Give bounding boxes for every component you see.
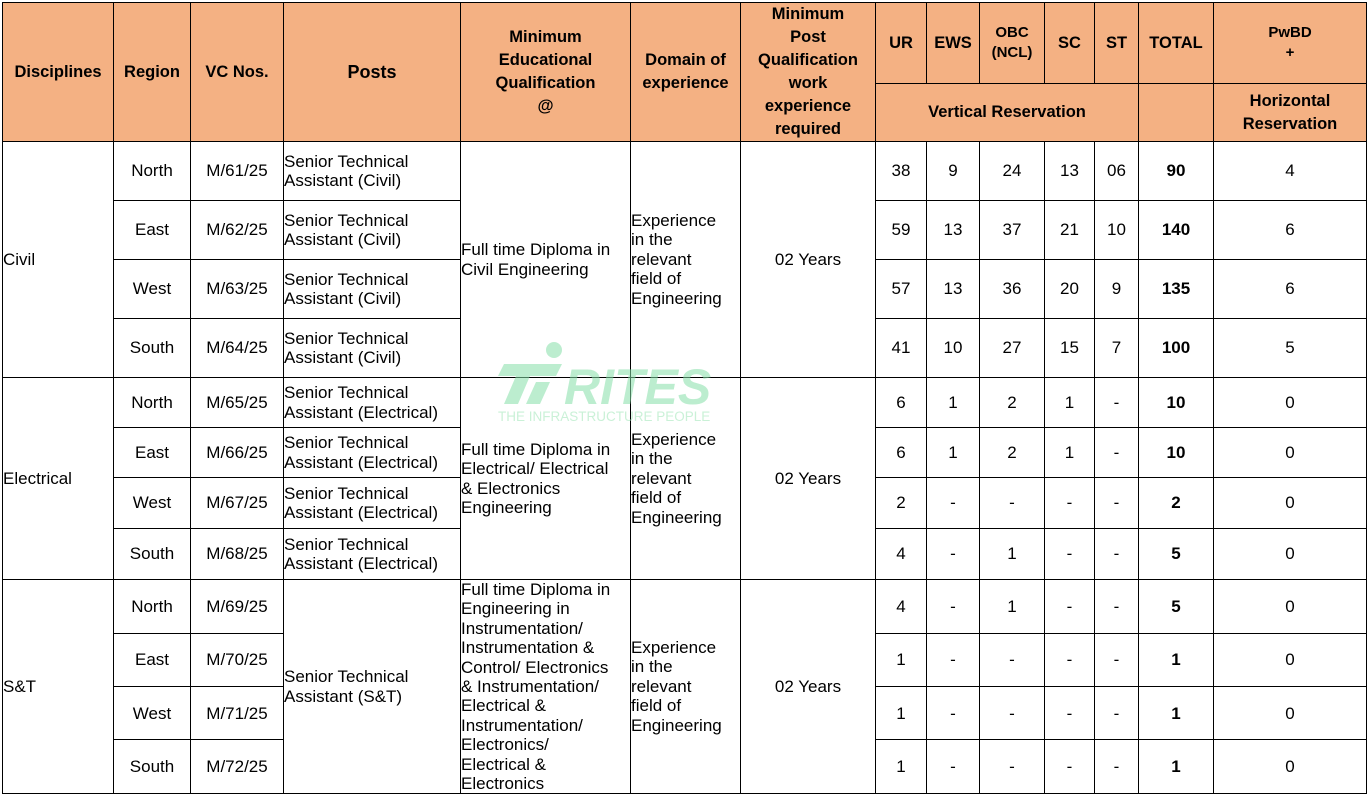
obc-count: 1 [980, 580, 1045, 634]
total-count: 140 [1139, 201, 1214, 260]
vc-number: M/67/25 [191, 478, 284, 529]
obc-count: - [980, 634, 1045, 687]
total-count: 1 [1139, 740, 1214, 794]
st-count: - [1095, 740, 1139, 794]
pwbd-count: 0 [1214, 478, 1367, 529]
ews-count: - [927, 478, 980, 529]
vc-number: M/72/25 [191, 740, 284, 794]
header-min-post-experience: Minimum Post Qualification work experience required [741, 3, 876, 142]
st-count: 9 [1095, 260, 1139, 319]
vc-number: M/64/25 [191, 319, 284, 378]
pwbd-count: 0 [1214, 580, 1367, 634]
obc-count: 27 [980, 319, 1045, 378]
experience-electrical: 02 Years [741, 378, 876, 580]
ews-count: - [927, 529, 980, 580]
ur-count: 57 [876, 260, 927, 319]
st-count: - [1095, 428, 1139, 478]
vc-number: M/62/25 [191, 201, 284, 260]
experience-s-and-t: 02 Years [741, 580, 876, 794]
header-vc-nos: VC Nos. [191, 3, 284, 142]
discipline-electrical: Electrical [3, 378, 114, 580]
header-horizontal-reservation: Horizontal Reservation [1214, 84, 1367, 142]
pwbd-count: 0 [1214, 687, 1367, 740]
st-count: - [1095, 580, 1139, 634]
pwbd-count: 0 [1214, 428, 1367, 478]
sc-count: - [1045, 580, 1095, 634]
region-cell: South [114, 529, 191, 580]
obc-count: - [980, 478, 1045, 529]
region-cell: South [114, 319, 191, 378]
st-count: 06 [1095, 142, 1139, 201]
domain-civil: Experience in the relevant field of Engineering [631, 142, 741, 378]
header-region: Region [114, 3, 191, 142]
ur-count: 1 [876, 687, 927, 740]
ews-count: 13 [927, 260, 980, 319]
vc-number: M/63/25 [191, 260, 284, 319]
domain-s-and-t: Experience in the relevant field of Engineering [631, 580, 741, 794]
sc-count: - [1045, 634, 1095, 687]
ur-count: 2 [876, 478, 927, 529]
experience-civil: 02 Years [741, 142, 876, 378]
sc-count: 13 [1045, 142, 1095, 201]
ur-count: 4 [876, 529, 927, 580]
pwbd-count: 6 [1214, 201, 1367, 260]
region-cell: North [114, 142, 191, 201]
post-cell: Senior Technical Assistant (Electrical) [284, 478, 461, 529]
header-total-blank [1139, 84, 1214, 142]
st-count: - [1095, 529, 1139, 580]
header-obc: OBC (NCL) [980, 3, 1045, 84]
watermark-tagline: THE INFRASTRUCTURE PEOPLE [498, 409, 711, 424]
sc-count: 21 [1045, 201, 1095, 260]
table-row [3, 378, 1367, 428]
pwbd-count: 0 [1214, 740, 1367, 794]
header-min-qualification: Minimum Educational Qualification @ [461, 3, 631, 142]
header-ur: UR [876, 3, 927, 84]
region-cell: West [114, 687, 191, 740]
total-count: 100 [1139, 319, 1214, 378]
total-count: 2 [1139, 478, 1214, 529]
discipline-civil: Civil [3, 142, 114, 378]
obc-count: 37 [980, 201, 1045, 260]
ur-count: 59 [876, 201, 927, 260]
post-cell: Senior Technical Assistant (Civil) [284, 260, 461, 319]
total-count: 5 [1139, 580, 1214, 634]
obc-count: - [980, 740, 1045, 794]
ur-count: 1 [876, 634, 927, 687]
header-posts: Posts [284, 3, 461, 142]
ur-count: 38 [876, 142, 927, 201]
watermark-brand: RITES [564, 359, 712, 415]
region-cell: South [114, 740, 191, 794]
total-count: 1 [1139, 634, 1214, 687]
st-count: - [1095, 634, 1139, 687]
obc-count: 1 [980, 529, 1045, 580]
vc-number: M/66/25 [191, 428, 284, 478]
post-cell: Senior Technical Assistant (Electrical) [284, 529, 461, 580]
post-cell: Senior Technical Assistant (Electrical) [284, 378, 461, 428]
qualification-civil: Full time Diploma in Civil Engineering [461, 142, 631, 378]
total-count: 5 [1139, 529, 1214, 580]
ur-count: 6 [876, 428, 927, 478]
header-pwbd: PwBD + [1214, 3, 1367, 84]
pwbd-count: 6 [1214, 260, 1367, 319]
ur-count: 4 [876, 580, 927, 634]
sc-count: - [1045, 687, 1095, 740]
vc-number: M/61/25 [191, 142, 284, 201]
vc-number: M/71/25 [191, 687, 284, 740]
sc-count: 1 [1045, 378, 1095, 428]
pwbd-count: 0 [1214, 634, 1367, 687]
discipline-s-and-t: S&T [3, 580, 114, 794]
header-disciplines: Disciplines [3, 3, 114, 142]
obc-count: 24 [980, 142, 1045, 201]
sc-count: 20 [1045, 260, 1095, 319]
header-total: TOTAL [1139, 3, 1214, 84]
ews-count: 1 [927, 378, 980, 428]
header-domain: Domain of experience [631, 3, 741, 142]
pwbd-count: 0 [1214, 529, 1367, 580]
header-ews: EWS [927, 3, 980, 84]
ur-count: 1 [876, 740, 927, 794]
sc-count: - [1045, 478, 1095, 529]
ews-count: - [927, 580, 980, 634]
ews-count: - [927, 687, 980, 740]
post-cell: Senior Technical Assistant (Civil) [284, 142, 461, 201]
st-count: 7 [1095, 319, 1139, 378]
obc-count: 36 [980, 260, 1045, 319]
region-cell: East [114, 428, 191, 478]
st-count: - [1095, 378, 1139, 428]
sc-count: - [1045, 529, 1095, 580]
ews-count: - [927, 634, 980, 687]
header-st: ST [1095, 3, 1139, 84]
st-count: 10 [1095, 201, 1139, 260]
region-cell: North [114, 378, 191, 428]
sc-count: - [1045, 740, 1095, 794]
vc-number: M/69/25 [191, 580, 284, 634]
region-cell: West [114, 478, 191, 529]
ews-count: - [927, 740, 980, 794]
post-cell: Senior Technical Assistant (Civil) [284, 201, 461, 260]
pwbd-count: 4 [1214, 142, 1367, 201]
pwbd-count: 0 [1214, 378, 1367, 428]
pwbd-count: 5 [1214, 319, 1367, 378]
sc-count: 1 [1045, 428, 1095, 478]
post-s-and-t: Senior Technical Assistant (S&T) [284, 580, 461, 794]
st-count: - [1095, 478, 1139, 529]
sc-count: 15 [1045, 319, 1095, 378]
ur-count: 41 [876, 319, 927, 378]
region-cell: North [114, 580, 191, 634]
ur-count: 6 [876, 378, 927, 428]
qualification-s-and-t: Full time Diploma in Engineering in Instrumentation/ Instrumentation & Control/ Electronics & Instrumentation/ Electrical & Instrumentation/ Electronics/ Electrical & Electronics [461, 580, 631, 794]
qualification-electrical: Full time Diploma in Electrical/ Electrical & Electronics Engineering [461, 378, 631, 580]
header-vertical-reservation: Vertical Reservation [876, 84, 1139, 142]
total-count: 90 [1139, 142, 1214, 201]
table-row [3, 142, 1367, 201]
post-cell: Senior Technical Assistant (Civil) [284, 319, 461, 378]
table-row [3, 580, 1367, 634]
obc-count: 2 [980, 378, 1045, 428]
ews-count: 1 [927, 428, 980, 478]
region-cell: East [114, 634, 191, 687]
region-cell: East [114, 201, 191, 260]
st-count: - [1095, 687, 1139, 740]
total-count: 10 [1139, 378, 1214, 428]
ews-count: 9 [927, 142, 980, 201]
total-count: 10 [1139, 428, 1214, 478]
vc-number: M/68/25 [191, 529, 284, 580]
region-cell: West [114, 260, 191, 319]
ews-count: 10 [927, 319, 980, 378]
vc-number: M/65/25 [191, 378, 284, 428]
total-count: 135 [1139, 260, 1214, 319]
vc-number: M/70/25 [191, 634, 284, 687]
domain-electrical: Experience in the relevant field of Engineering [631, 378, 741, 580]
obc-count: 2 [980, 428, 1045, 478]
total-count: 1 [1139, 687, 1214, 740]
ews-count: 13 [927, 201, 980, 260]
obc-count: - [980, 687, 1045, 740]
vacancy-table [2, 2, 1367, 794]
post-cell: Senior Technical Assistant (Electrical) [284, 428, 461, 478]
header-sc: SC [1045, 3, 1095, 84]
